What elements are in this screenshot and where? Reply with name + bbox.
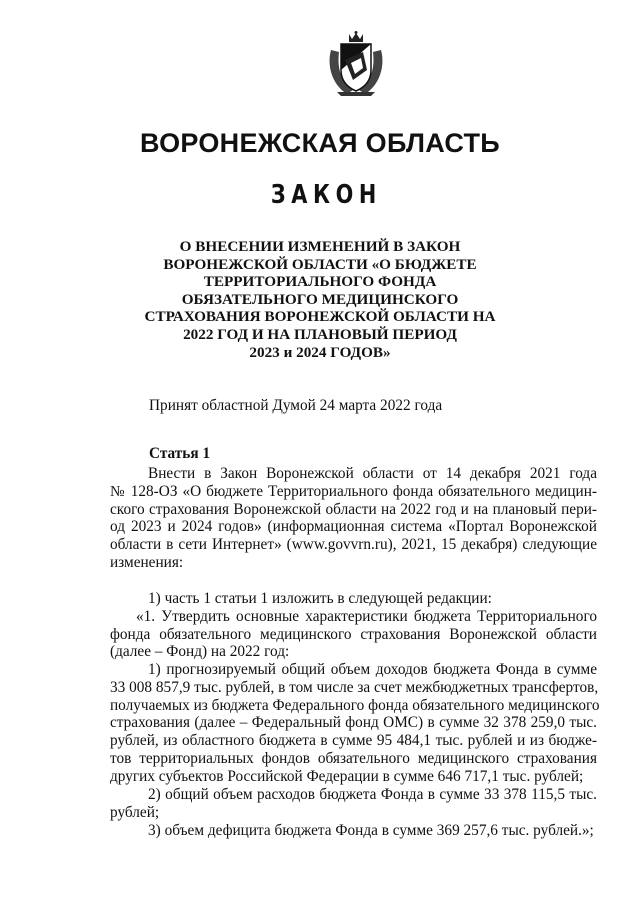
document-type: ЗАКОН	[270, 180, 382, 210]
text-line: 1) часть 1 статьи 1 изложить в следующей редакции:	[148, 590, 492, 607]
text-line: получаемых из бюджета Федерального фонда обязательного медицинского	[110, 696, 600, 714]
law-title	[0, 238, 640, 361]
sub-item-1	[110, 661, 600, 786]
text-line: изменения:	[110, 553, 184, 571]
text-line: «1. Утвердить основные характеристики бюджета Территориального	[136, 607, 597, 625]
text-line: 1) прогнозируемый общий объем доходов бюджета Фонда в сумме	[148, 661, 597, 678]
article-intro	[110, 465, 597, 572]
text-line: № 128-ОЗ «О бюджете Территориального фонда обязательного медицин-	[110, 482, 597, 500]
sub-item-3	[110, 822, 597, 840]
article-heading: Статья 1	[149, 445, 211, 462]
item-1	[110, 590, 597, 661]
law-title-line: 2023 и 2024 ГОДОВ»	[249, 343, 391, 361]
coat-of-arms-icon	[323, 30, 389, 98]
law-title-line: ТЕРРИТОРИАЛЬНОГО ФОНДА	[203, 273, 437, 291]
text-line: 33 008 857,9 тыс. рублей, в том числе за счет межбюджетных трансфертов,	[110, 678, 599, 696]
law-title-line: О ВНЕСЕНИИ ИЗМЕНЕНИЙ В ЗАКОН	[179, 238, 461, 255]
text-line: рублей, из областного бюджета в сумме 95 484,1 тыс. рублей и из бюдже-	[110, 732, 597, 750]
text-line: (далее – Фонд) на 2022 год:	[110, 643, 290, 661]
text-line: ского страхования Воронежской области на 2022 год и на плановый пери-	[110, 500, 597, 518]
text-line: других субъектов Российской Федерации в сумме 646 717,1 тыс. рублей;	[110, 767, 584, 785]
text-line: 3) объем дефицита бюджета Фонда в сумме 369 257,6 тыс. рублей.»;	[148, 822, 594, 839]
text-line: 2) общий объем расходов бюджета Фонда в сумме 33 378 115,5 тыс.	[148, 786, 597, 803]
text-line: области в сети Интернет» (www.govvrn.ru), 2021, 15 декабря) следующие	[110, 536, 597, 554]
text-line: рублей;	[110, 803, 160, 821]
adoption-note: Принят областной Думой 24 марта 2022 года	[149, 397, 443, 414]
text-line: тов территориальных фондов обязательного медицинского страхования	[110, 749, 597, 767]
law-title-line: 2022 ГОД И НА ПЛАНОВЫЙ ПЕРИОД	[183, 325, 457, 343]
text-line: Внести в Закон Воронежской области от 14 декабря 2021 года	[148, 465, 597, 482]
text-line: од 2023 и 2024 годов» (информационная система «Портал Воронежской	[110, 518, 597, 536]
law-title-line: СТРАХОВАНИЯ ВОРОНЕЖСКОЙ ОБЛАСТИ НА	[144, 308, 496, 326]
text-line: фонда обязательного медицинского страхования Воронежской области	[110, 625, 597, 643]
law-title-line: ВОРОНЕЖСКОЙ ОБЛАСТИ «О БЮДЖЕТЕ	[163, 255, 477, 273]
region-name: ВОРОНЕЖСКАЯ ОБЛАСТЬ	[139, 128, 501, 158]
law-title-line: ОБЯЗАТЕЛЬНОГО МЕДИЦИНСКОГО	[181, 290, 459, 308]
sub-item-2	[110, 786, 597, 822]
text-line: страхования (далее – Федеральный фонд ОМС) в сумме 32 378 259,0 тыс.	[110, 714, 597, 732]
